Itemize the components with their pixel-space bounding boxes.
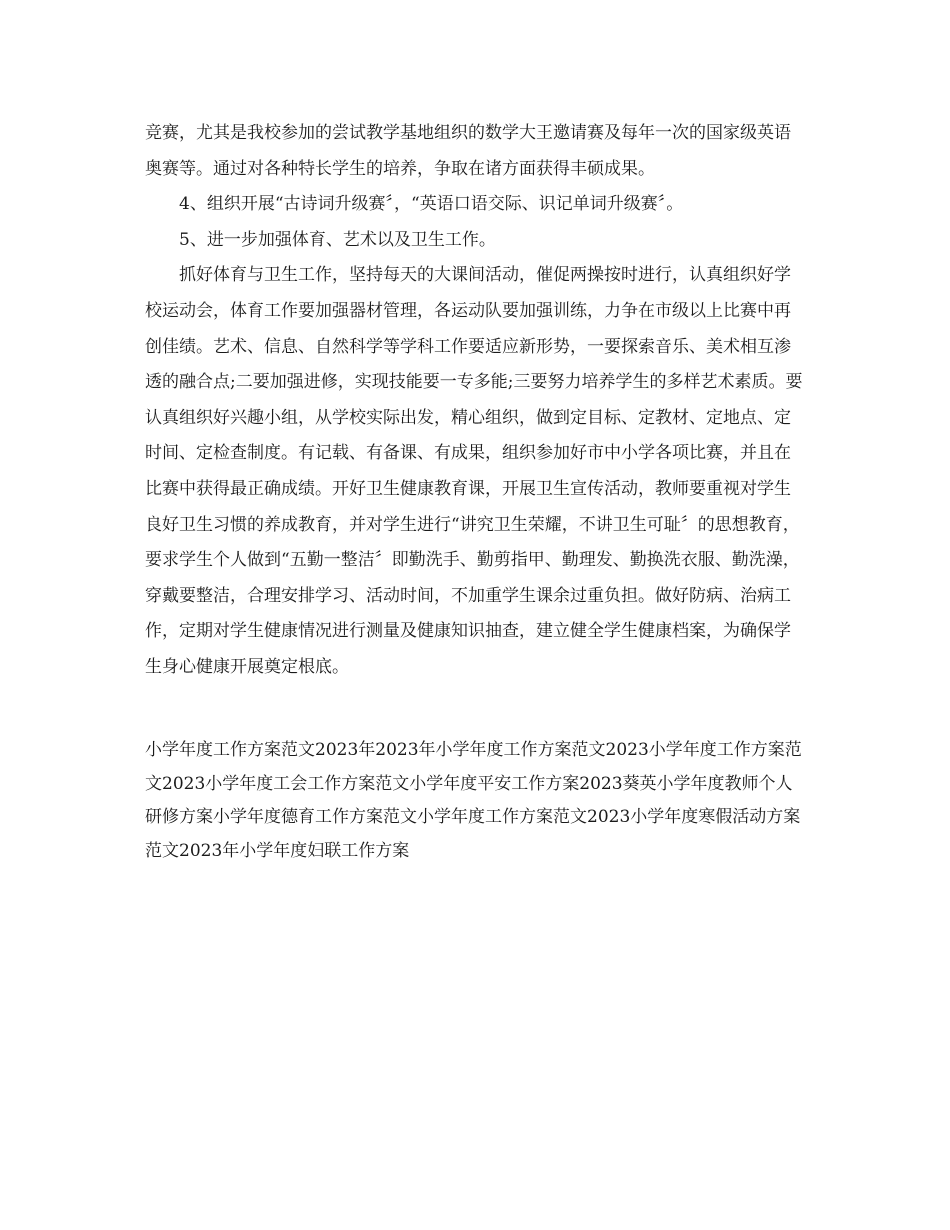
paragraph-item-4: 4、组织开展“古诗词升级赛〞，“英语口语交际、识记单词升级赛〞。 [179,194,684,215]
related-links-text: 小学年度工作方案范文2023年2023年小学年度工作方案范文2023小学年度工作方案范文2023小学年度工会工作方案范文小学年度平安工作方案2023葵英小学年度教师个人研修方案小学年度德育工作方案范文小学年度工作方案范文2023小学年度寒假活动方案范文2023年小学年度妇联工作方案 [145,740,802,861]
paragraph-competitions: 竞赛，尤其是我校参加的尝试教学基地组织的数学大王邀请赛及每年一次的国家级英语奥赛等。通过对各种特长学生的培养，争取在诸方面获得丰硕成果。 [145,123,791,179]
paragraph-pe-health: 抓好体育与卫生工作，坚持每天的大课间活动，催促两操按时进行，认真组织好学校运动会，体育工作要加强器材管理，各运动队要加强训练，力争在市级以上比赛中再创佳绩。艺术、信息、自然科学等学科工作要适应新形势，一要探索音乐、美术相互渗透的融合点;二要加强进修，实现技能要一专多能;三要努力培养学生的多样艺术素质。要认真组织好兴趣小组，从学校实际出发，精心组织，做到定目标、定教材、定地点、定时间、定检查制度。有记载、有备课、有成果，组织参加好市中小学各项比赛，并且在比赛中获得最正确成绩。开好卫生健康教育课，开展卫生宣传活动，教师要重视对学生良好卫生习惯的养成教育，并对学生进行“讲究卫生荣耀，不讲卫生可耻〞的思想教育，要求学生个人做到“五勤一整洁〞即勤洗手、勤剪指甲、勤理发、勤换洗衣服、勤洗澡，穿戴要整洁，合理安排学习、活动时间，不加重学生课余过重负担。做好防病、治病工作，定期对学生健康情况进行测量及健康知识抽查，建立健全学生健康档案，为确保学生身心健康开展奠定根底。 [145,265,803,677]
related-links [145,734,805,868]
document-body [145,116,805,686]
paragraph-item-5: 5、进一步加强体育、艺术以及卫生工作。 [179,229,496,250]
